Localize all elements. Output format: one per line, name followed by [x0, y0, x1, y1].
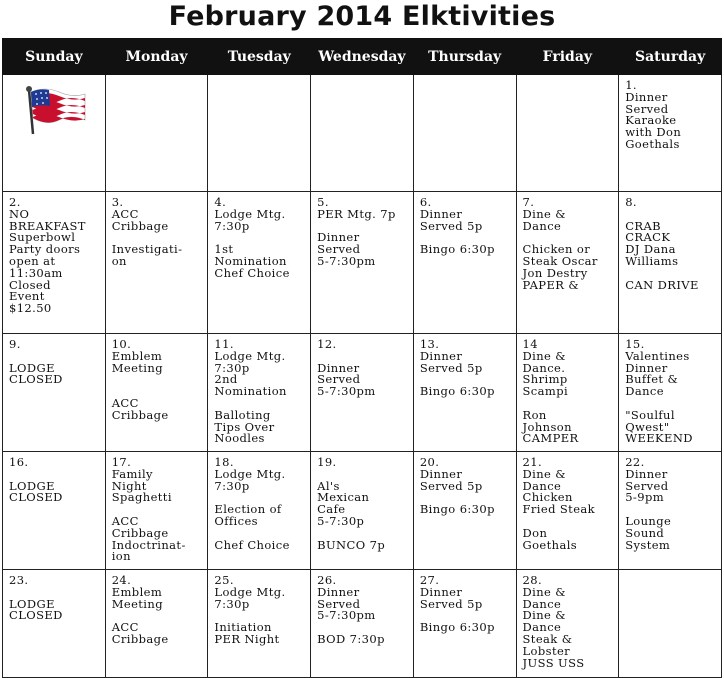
day-cell-feb-24: 24. Emblem Meeting ACC Cribbage [105, 570, 208, 678]
day-cell-feb-4: 4. Lodge Mtg. 7:30p 1st Nomination Chef Choice [208, 192, 311, 334]
day-cell-feb-17: 17. Family Night Spaghetti ACC Cribbage Indoctrinat- ion [105, 452, 208, 570]
calendar-grid [2, 38, 722, 678]
day-cell-feb-11: 11. Lodge Mtg. 7:30p 2nd Nomination Balloting Tips Over Noodles [208, 334, 311, 452]
weekday-saturday: Saturday [619, 39, 722, 75]
weekday-sunday: Sunday [3, 39, 106, 75]
day-cell-feb-23: 23. LODGE CLOSED [3, 570, 106, 678]
weekday-header-row [3, 39, 722, 75]
day-cell-feb-25: 25. Lodge Mtg. 7:30p Initiation PER Night [208, 570, 311, 678]
day-cell-feb-20: 20. Dinner Served 5p Bingo 6:30p [413, 452, 516, 570]
day-cell-feb-14: 14 Dine & Dance. Shrimp Scampi Ron Johnson CAMPER [516, 334, 619, 452]
day-cell-feb-7: 7. Dine & Dance Chicken or Steak Oscar Jon Destry PAPER & [516, 192, 619, 334]
day-cell [619, 570, 722, 678]
week-row-3 [3, 334, 722, 452]
day-cell-feb-6: 6. Dinner Served 5p Bingo 6:30p [413, 192, 516, 334]
page-title: February 2014 Elktivities [168, 1, 556, 32]
day-cell-feb-16: 16. LODGE CLOSED [3, 452, 106, 570]
weekday-friday: Friday [516, 39, 619, 75]
day-cell-feb-19: 19. Al's Mexican Cafe 5-7:30p BUNCO 7p [311, 452, 414, 570]
day-cell-feb-28: 28. Dine & Dance Dine & Dance Steak & Lobster JUSS USS [516, 570, 619, 678]
week-row-5 [3, 570, 722, 678]
day-cell-feb-1: 1. Dinner Served Karaoke with Don Goethals [619, 75, 722, 192]
weekday-monday: Monday [105, 39, 208, 75]
day-cell [208, 75, 311, 192]
day-cell-feb-18: 18. Lodge Mtg. 7:30p Election of Offices Chef Choice [208, 452, 311, 570]
weekday-wednesday: Wednesday [311, 39, 414, 75]
week-row-2 [3, 192, 722, 334]
day-cell-feb-2: 2. NO BREAKFAST Superbowl Party doors open at 11:30am Closed Event $12.50 [3, 192, 106, 334]
day-cell-feb-15: 15. Valentines Dinner Buffet & Dance "Soulful Qwest" WEEKEND [619, 334, 722, 452]
day-cell-feb-27: 27. Dinner Served 5p Bingo 6:30p [413, 570, 516, 678]
weekday-thursday: Thursday [413, 39, 516, 75]
day-cell-feb-10: 10. Emblem Meeting ACC Cribbage [105, 334, 208, 452]
day-cell [311, 75, 414, 192]
day-cell-feb-22: 22. Dinner Served 5-9pm Lounge Sound System [619, 452, 722, 570]
day-cell [516, 75, 619, 192]
day-cell [413, 75, 516, 192]
day-cell-feb-8: 8. CRAB CRACK DJ Dana Williams CAN DRIVE [619, 192, 722, 334]
day-cell [105, 75, 208, 192]
day-cell-feb-5: 5. PER Mtg. 7p Dinner Served 5-7:30pm [311, 192, 414, 334]
day-cell-feb-26: 26. Dinner Served 5-7:30pm BOD 7:30p [311, 570, 414, 678]
day-cell-feb-9: 9. LODGE CLOSED [3, 334, 106, 452]
weekday-tuesday: Tuesday [208, 39, 311, 75]
day-cell [3, 75, 106, 192]
day-cell-feb-3: 3. ACC Cribbage Investigati- on [105, 192, 208, 334]
american-flag-icon [23, 84, 89, 136]
day-cell-feb-12: 12. Dinner Served 5-7:30pm [311, 334, 414, 452]
day-cell-feb-21: 21. Dine & Dance Chicken Fried Steak Don Goethals [516, 452, 619, 570]
week-row-4 [3, 452, 722, 570]
week-row-1 [3, 75, 722, 192]
day-cell-feb-13: 13. Dinner Served 5p Bingo 6:30p [413, 334, 516, 452]
